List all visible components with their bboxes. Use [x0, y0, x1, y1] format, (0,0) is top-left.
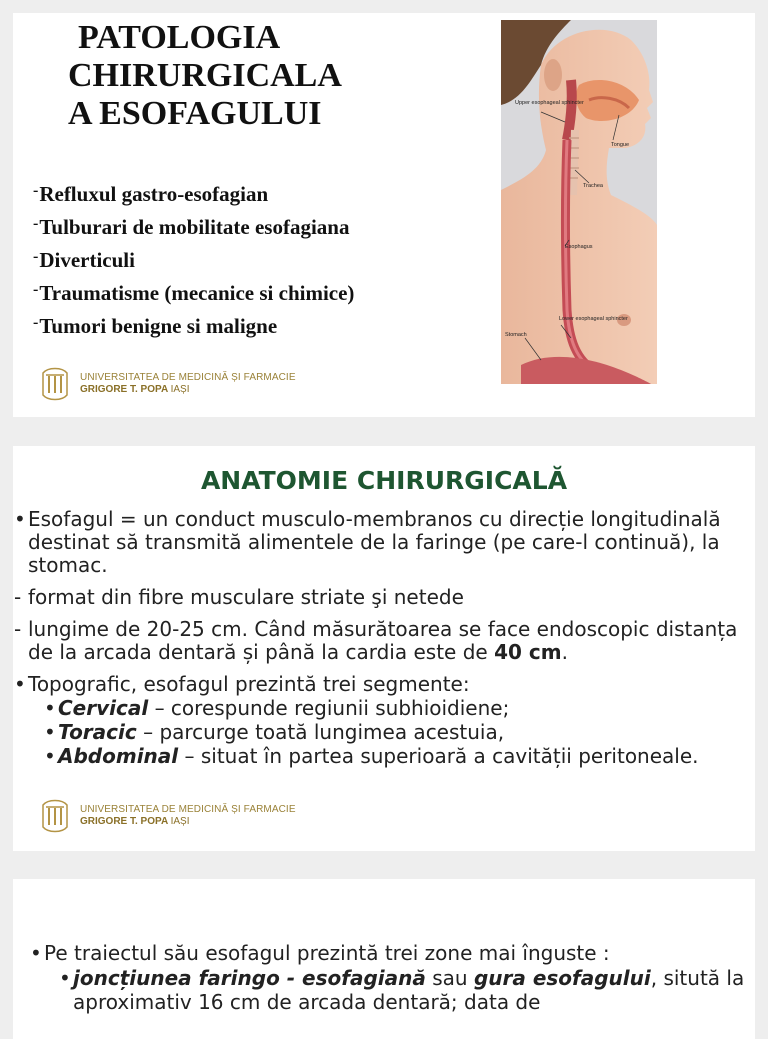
- topic-item: -Traumatisme (mecanice si chimice): [33, 281, 355, 305]
- bullet-definition: • Esofagul = un conduct musculo-membranos cu direcție longitudinală destinat să transmită alimentele de la faringe (pe care-l continuă), la stomac.: [14, 507, 721, 577]
- slide-anatomy: [13, 446, 755, 851]
- bullet-topography: • Topografic, esofagul prezintă trei segmente:: [14, 672, 470, 696]
- segment-cervical: • Cervical – corespunde regiunii subhioidiene;: [44, 696, 510, 720]
- label-upper-sphincter: Upper esophageal sphincter: [515, 100, 584, 106]
- dash-item-length: - lungime de 20-25 cm. Când măsurătoarea se face endoscopic distanța de la arcada dentară și până la cardia este de 40 cm.: [14, 617, 738, 664]
- university-city: IAȘI: [170, 384, 190, 395]
- label-lower-sphincter: Lower esophageal sphincter: [559, 316, 628, 322]
- topic-item: -Tulburari de mobilitate esofagiana: [33, 215, 350, 239]
- slide-narrow-zones: [13, 879, 755, 1039]
- segment-abdominal: • Abdominal – situat în partea superioară a cavității peritoneale.: [44, 744, 699, 768]
- title-line: CHIRURGICALA: [68, 57, 342, 94]
- topic-list: [33, 179, 354, 344]
- segment-toracic: • Toracic – parcurge toată lungimea acestuia,: [44, 720, 505, 744]
- esophagus-anatomy-illustration: [501, 20, 657, 384]
- zone-pharyngo-esophageal: • joncțiunea faringo - esofagiană sau gura esofagului, sitută la aproximativ 16 cm de arcada dentară; data de: [59, 966, 745, 1014]
- university-subtitle: GRIGORE T. POPA: [80, 384, 168, 395]
- university-crest-icon: [40, 797, 70, 835]
- slide-title-heading: [68, 19, 342, 133]
- label-stomach: Stomach: [505, 332, 527, 338]
- dash-item-fibers: - format din fibre musculare striate şi netede: [14, 585, 464, 609]
- university-crest-icon: [40, 365, 70, 403]
- title-line: PATOLOGIA: [78, 19, 281, 56]
- label-trachea: Trachea: [583, 183, 603, 189]
- university-city: IAȘI: [170, 816, 190, 827]
- university-logo: [40, 797, 296, 835]
- slide-body: [13, 508, 755, 768]
- university-logo: [40, 365, 296, 403]
- topic-item: -Tumori benigne si maligne: [33, 314, 278, 338]
- topic-item: -Diverticuli: [33, 248, 135, 272]
- university-subtitle: GRIGORE T. POPA: [80, 816, 168, 827]
- topic-item: -Refluxul gastro-esofagian: [33, 182, 269, 206]
- label-esophagus: Esophagus: [565, 244, 593, 250]
- slide-body: [13, 941, 755, 1014]
- bullet-narrow-zones: • Pe traiectul său esofagul prezintă trei zone mai înguste :: [30, 941, 610, 965]
- slide-title: [13, 13, 755, 417]
- slide-heading: ANATOMIE CHIRURGICALĂ: [200, 466, 568, 495]
- university-name: UNIVERSITATEA DE MEDICINĂ ȘI FARMACIE: [80, 372, 296, 383]
- university-name: UNIVERSITATEA DE MEDICINĂ ȘI FARMACIE: [80, 804, 296, 815]
- title-line: A ESOFAGULUI: [68, 95, 322, 132]
- label-tongue: Tongue: [611, 142, 630, 148]
